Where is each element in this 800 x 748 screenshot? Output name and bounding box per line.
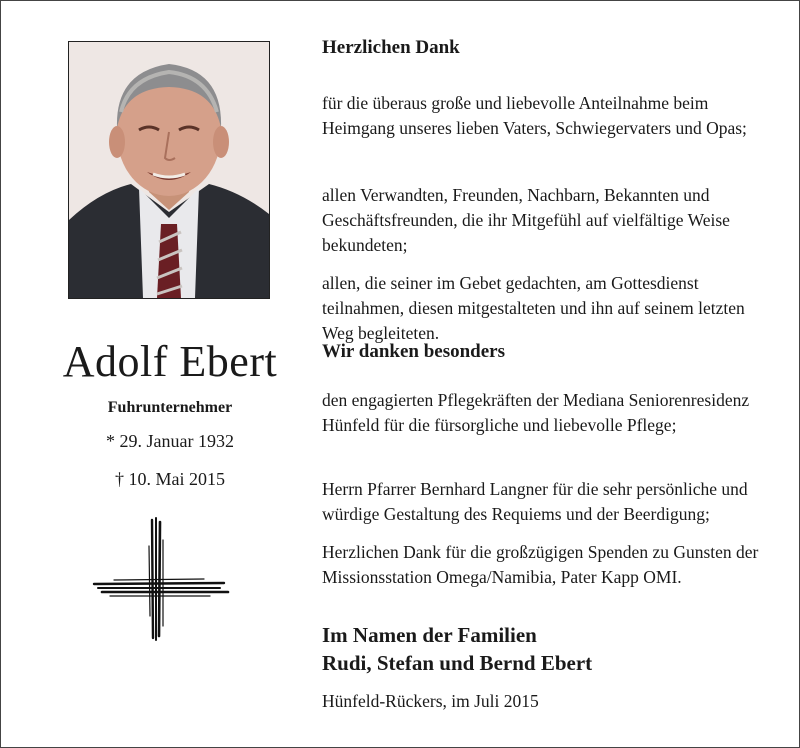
birth-date: * 29. Januar 1932 [106,431,234,451]
thanks-heading: Herzlichen Dank [322,37,460,58]
thanks-paragraph: für die überaus große und liebevolle Anteilnahme beim Heimgang unseres lieben Vaters, Schwiegervaters und Opas; [322,92,747,138]
signature-line-2: Rudi, Stefan und Bernd Ebert [322,651,593,675]
special-thanks-paragraph: Herrn Pfarrer Bernhard Langner für die sehr persönliche und würdige Gestaltung des Requiems und der Beerdigung; [322,478,748,524]
portrait-photo [68,41,270,299]
thanks-paragraph: allen Verwandten, Freunden, Nachbarn, Bekannten und Geschäftsfreunden, die ihr Mitgefühl auf vielfältige Weise bekundeten; [322,184,730,255]
cross-icon [92,516,232,647]
signature-line-1: Im Namen der Familien [322,623,537,647]
deceased-profession: Fuhrunternehmer [107,399,233,416]
death-date: † 10. Mai 2015 [115,469,225,489]
thanks-paragraph: allen, die seiner im Gebet gedachten, am Gottesdienst teilnahmen, diesen mitgestalteten und ihn auf seinem letzten Weg begleiteten. [322,272,745,343]
special-thanks-paragraph: Herzlichen Dank für die großzügigen Spenden zu Gunsten der Missionsstation Omega/Namibia, Pater Kapp OMI. [322,541,759,587]
special-thanks-heading: Wir danken besonders [322,341,506,362]
deceased-name: Adolf Ebert [62,337,278,386]
place-date: Hünfeld-Rückers, im Juli 2015 [322,691,539,711]
special-thanks-paragraph: den engagierten Pflegekräften der Mediana Seniorenresidenz Hünfeld für die fürsorgliche und liebevolle Pflege; [322,389,750,435]
